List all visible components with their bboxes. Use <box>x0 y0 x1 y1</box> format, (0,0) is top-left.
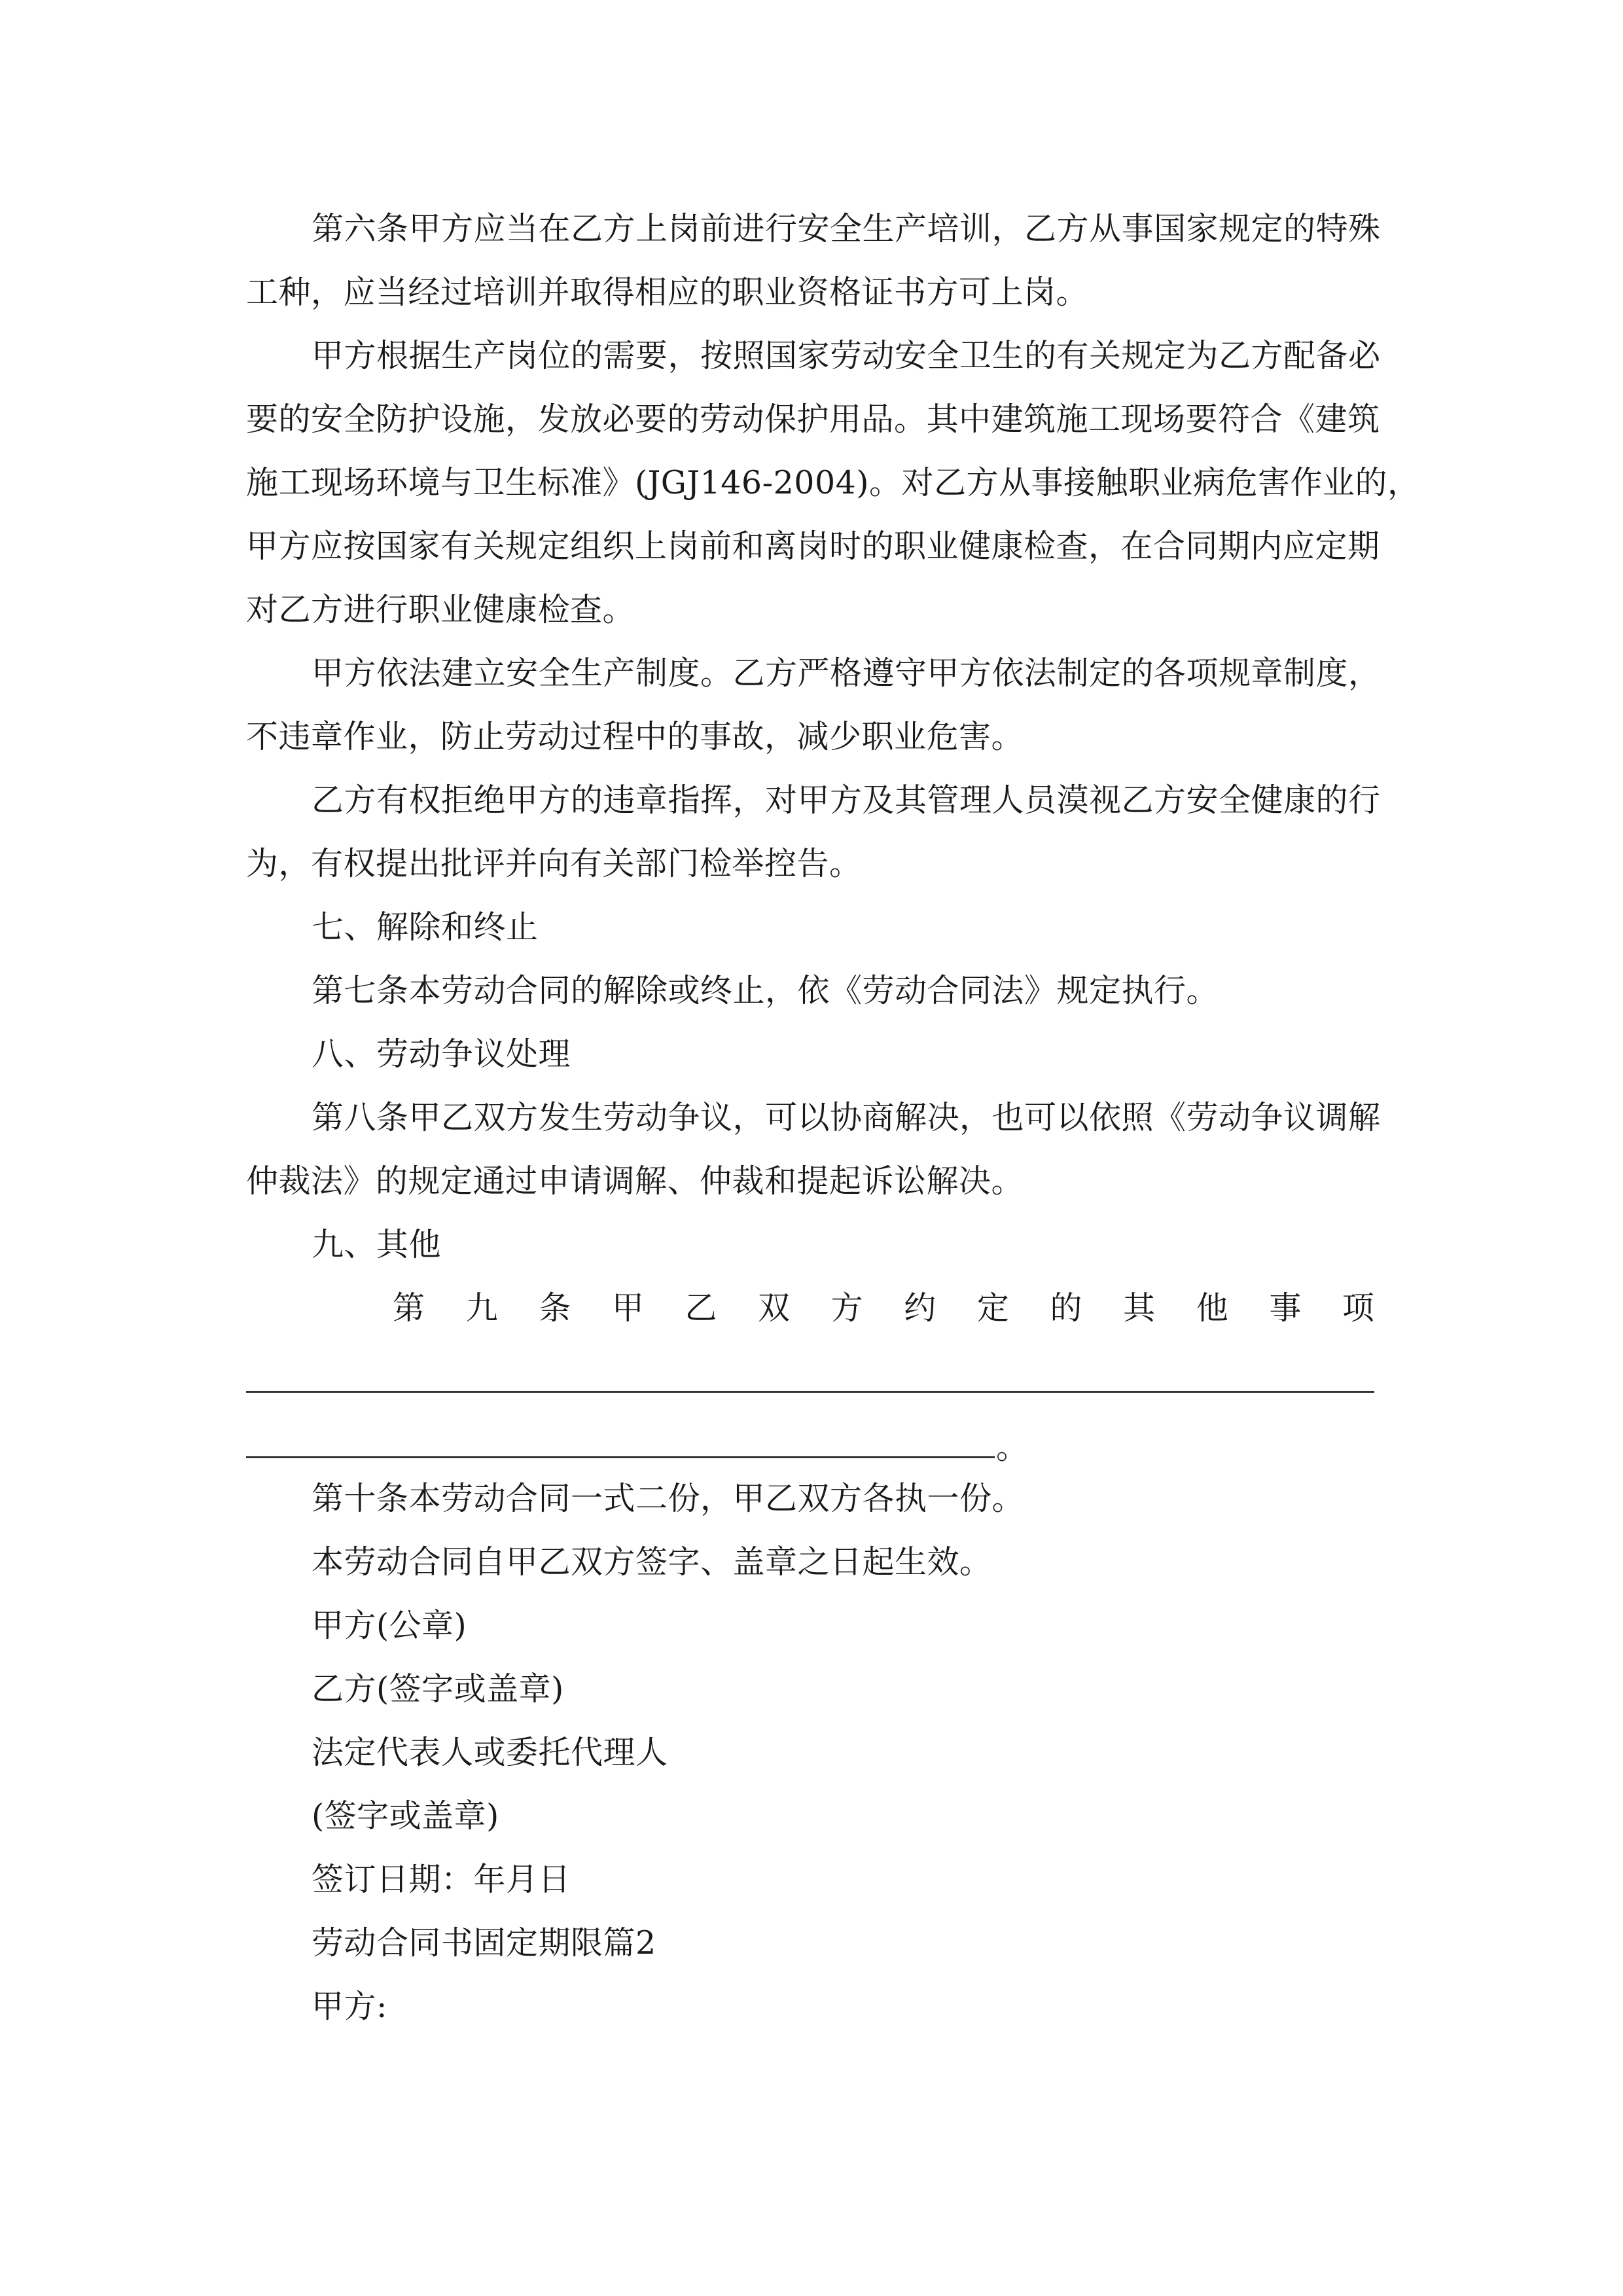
spread-char: 事 <box>1269 1289 1302 1327</box>
spread-char: 第 <box>393 1289 425 1327</box>
signature-label: 乙方(签字或盖章) <box>312 1670 564 1708</box>
document-subtitle: 劳动合同书固定期限篇2 <box>312 1924 656 1962</box>
paragraph-line: 第六条甲方应当在乙方上岗前进行安全生产培训，乙方从事国家规定的特殊 <box>312 210 1381 247</box>
signature-label: 甲方(公章) <box>312 1607 467 1644</box>
spread-char: 乙 <box>685 1289 717 1327</box>
paragraph-line: 要的安全防护设施，发放必要的劳动保护用品。其中建筑施工现场要符合《建筑 <box>246 401 1380 438</box>
fill-in-blank-line <box>246 1456 995 1458</box>
paragraph-line: 对乙方进行职业健康检查。 <box>246 591 635 628</box>
spread-char: 项 <box>1342 1289 1374 1327</box>
signing-date-label: 签订日期：年月日 <box>312 1861 571 1898</box>
article-nine-line <box>393 1289 1374 1328</box>
paragraph-line: 第七条本劳动合同的解除或终止，依《劳动合同法》规定执行。 <box>312 972 1219 1009</box>
paragraph-line: 工种，应当经过培训并取得相应的职业资格证书方可上岗。 <box>246 274 1089 311</box>
paragraph-line: 甲方根据生产岗位的需要，按照国家劳动安全卫生的有关规定为乙方配备必 <box>312 337 1381 374</box>
blank-terminal-period: 。 <box>996 1429 1029 1466</box>
party-a-label: 甲方: <box>312 1988 388 2025</box>
spread-char: 定 <box>976 1289 1009 1327</box>
spread-char: 其 <box>1123 1289 1156 1327</box>
paragraph-line: 第十条本劳动合同一式二份，甲乙双方各执一份。 <box>312 1480 1025 1517</box>
signature-label: 法定代表人或委托代理人 <box>312 1734 668 1771</box>
paragraph-line: 乙方有权拒绝甲方的违章指挥，对甲方及其管理人员漠视乙方安全健康的行 <box>312 781 1381 819</box>
spread-char: 甲 <box>611 1289 644 1327</box>
spread-char: 九 <box>465 1289 498 1327</box>
spread-char: 他 <box>1196 1289 1228 1327</box>
paragraph-line: 甲方依法建立安全生产制度。乙方严格遵守甲方依法制定的各项规章制度， <box>312 655 1381 692</box>
section-heading: 九、其他 <box>312 1226 442 1263</box>
section-heading: 七、解除和终止 <box>312 908 539 946</box>
paragraph-line: 施工现场环境与卫生标准》(JGJ146-2004)。对乙方从事接触职业病危害作业的， <box>246 464 1420 501</box>
paragraph-line: 甲方应按国家有关规定组织上岗前和离岗时的职业健康检查，在合同期内应定期 <box>246 528 1380 565</box>
signature-label: (签字或盖章) <box>312 1797 499 1835</box>
spread-char: 条 <box>539 1289 571 1327</box>
section-heading: 八、劳动争议处理 <box>312 1035 571 1073</box>
spread-char: 约 <box>904 1289 936 1327</box>
paragraph-line: 第八条甲乙双方发生劳动争议，可以协商解决，也可以依照《劳动争议调解 <box>312 1099 1381 1136</box>
paragraph-line: 本劳动合同自甲乙双方签字、盖章之日起生效。 <box>312 1543 992 1581</box>
paragraph-line: 为，有权提出批评并向有关部门检举控告。 <box>246 845 862 882</box>
spread-char: 方 <box>830 1289 863 1327</box>
paragraph-line: 不违章作业，防止劳动过程中的事故，减少职业危害。 <box>246 718 1024 755</box>
paragraph-line: 仲裁法》的规定通过申请调解、仲裁和提起诉讼解决。 <box>246 1162 1024 1200</box>
fill-in-blank-line <box>246 1391 1374 1393</box>
spread-char: 的 <box>1050 1289 1082 1327</box>
spread-char: 双 <box>758 1289 791 1327</box>
